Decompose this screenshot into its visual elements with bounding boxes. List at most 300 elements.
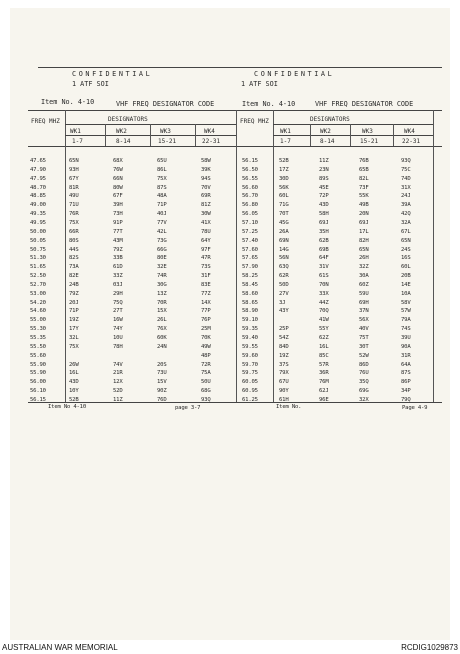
right-designator-cell: 82H bbox=[359, 237, 369, 244]
right-designator-cell: 62Z bbox=[319, 335, 329, 341]
left-designator-cell: 68G bbox=[201, 388, 211, 395]
right-designator-cell: 16S bbox=[401, 255, 411, 262]
right-week-rule bbox=[273, 135, 433, 136]
right-designator-cell: 85C bbox=[319, 352, 329, 359]
right-designator-cell: 67L bbox=[401, 228, 411, 235]
center-divider bbox=[236, 110, 237, 402]
right-freq-cell: 59.40 bbox=[242, 335, 258, 341]
left-freq-cell: 52.50 bbox=[30, 273, 46, 280]
left-designator-cell: 97F bbox=[201, 246, 211, 253]
right-wk-divider-3 bbox=[393, 124, 394, 146]
left-designator-cell: 11Z bbox=[113, 396, 123, 403]
right-designator-cell: 31V bbox=[319, 264, 329, 271]
right-designator-cell: 75T bbox=[359, 335, 369, 341]
left-freq-cell: 55.60 bbox=[30, 352, 46, 359]
right-designator-cell: 40V bbox=[359, 326, 369, 333]
right-designator-cell: 10A bbox=[401, 290, 411, 297]
left-designator-cell: 79Z bbox=[113, 246, 123, 253]
right-freq-cell: 56.15 bbox=[242, 158, 258, 164]
left-designator-cell: 83E bbox=[201, 281, 211, 288]
left-freq-cell: 52.70 bbox=[30, 281, 46, 288]
right-designator-cell: 62R bbox=[279, 273, 289, 280]
left-designator-cell: 77Z bbox=[201, 290, 211, 297]
right-designator-cell: 75C bbox=[401, 166, 411, 173]
left-wk1: WK1 bbox=[70, 128, 81, 135]
right-code-title: VHF FREQ DESIGNATOR CODE bbox=[315, 100, 414, 108]
left-days-1: 1-7 bbox=[72, 138, 83, 145]
right-designator-cell: 11Z bbox=[319, 158, 329, 164]
left-designator-cell: 24B bbox=[69, 281, 79, 288]
left-freq-cell: 56.00 bbox=[30, 379, 46, 386]
left-bottom-page: page 3-7 bbox=[175, 405, 201, 411]
left-designator-cell: 49U bbox=[69, 193, 79, 200]
left-designator-cell: 42L bbox=[157, 228, 167, 235]
right-designator-cell: 60L bbox=[279, 193, 289, 200]
left-designator-cell: 78H bbox=[113, 343, 123, 350]
left-designator-cell: 78U bbox=[201, 228, 211, 235]
left-designator-cell: 93Q bbox=[201, 396, 211, 403]
left-designator-cell: 76P bbox=[201, 317, 211, 324]
right-designator-cell: 69G bbox=[359, 388, 369, 395]
left-freq-header: FREQ MHZ bbox=[31, 118, 60, 125]
left-freq-cell: 56.15 bbox=[30, 396, 46, 403]
left-designator-cell: 19Z bbox=[69, 317, 79, 324]
left-freq-cell: 55.00 bbox=[30, 317, 46, 324]
right-designator-cell: 17L bbox=[359, 228, 369, 235]
right-freq-header: FREQ MHZ bbox=[240, 118, 269, 125]
left-designator-cell: 70V bbox=[201, 184, 211, 191]
left-designator-cell: 77V bbox=[157, 219, 167, 226]
right-designator-cell: 45E bbox=[319, 184, 329, 191]
left-designator-cell: 82S bbox=[69, 255, 79, 262]
right-designator-rule bbox=[273, 124, 433, 125]
right-designator-cell: 37S bbox=[279, 361, 289, 368]
left-designator-cell: 16L bbox=[69, 370, 79, 377]
right-designator-cell: 93Q bbox=[401, 158, 411, 164]
left-designator-cell: 32E bbox=[157, 264, 167, 271]
right-designator-cell: 62J bbox=[319, 388, 329, 395]
left-designator-cell: 87S bbox=[157, 184, 167, 191]
right-designator-cell: 60L bbox=[401, 264, 411, 271]
right-designator-cell: 30T bbox=[359, 343, 369, 350]
left-freq-cell: 54.20 bbox=[30, 299, 46, 306]
left-designator-cell: 75Q bbox=[113, 299, 123, 306]
left-designator-cell: 82E bbox=[69, 273, 79, 280]
left-freq-cell: 50.00 bbox=[30, 228, 46, 235]
left-designator-cell: 43D bbox=[69, 379, 79, 386]
left-designators-header: DESIGNATORS bbox=[108, 116, 148, 123]
left-designator-cell: 43M bbox=[113, 237, 123, 244]
right-freq-cell: 58.60 bbox=[242, 290, 258, 297]
left-freq-cell: 53.00 bbox=[30, 290, 46, 297]
left-designator-cell: 75X bbox=[157, 175, 167, 182]
left-designator-cell: 70K bbox=[201, 335, 211, 341]
right-designator-cell: 16L bbox=[319, 343, 329, 350]
right-designator-cell: 63Q bbox=[279, 264, 289, 271]
right-designator-cell: 69H bbox=[359, 299, 369, 306]
right-days-4: 22-31 bbox=[402, 138, 421, 145]
document-page bbox=[10, 8, 450, 640]
left-classification: CONFIDENTIAL bbox=[72, 70, 153, 78]
left-bottom-item: Item No 4-10 bbox=[48, 404, 87, 410]
table-bottom-rule bbox=[28, 402, 442, 403]
right-designator-cell: 50D bbox=[279, 281, 289, 288]
right-designator-cell: 56N bbox=[279, 255, 289, 262]
left-freq-cell: 55.50 bbox=[30, 343, 46, 350]
right-designator-cell: 90A bbox=[401, 343, 411, 350]
right-wk-divider-1 bbox=[310, 124, 311, 146]
left-freq-cell: 48.85 bbox=[30, 193, 46, 200]
right-designator-cell: 65B bbox=[359, 166, 369, 173]
right-designator-cell: 34P bbox=[401, 388, 411, 395]
left-designator-cell: 17Y bbox=[69, 326, 79, 333]
right-designator-cell: 14G bbox=[279, 246, 289, 253]
right-designator-cell: 74S bbox=[401, 326, 411, 333]
right-designator-cell: 79X bbox=[279, 370, 289, 377]
right-wk2: WK2 bbox=[320, 128, 331, 135]
left-designator-cell: 66R bbox=[69, 228, 79, 235]
left-designator-cell: 75X bbox=[69, 343, 79, 350]
left-freq-cell: 49.00 bbox=[30, 202, 46, 209]
right-designator-cell: 37N bbox=[359, 308, 369, 315]
right-days-3: 15-21 bbox=[360, 138, 379, 145]
left-designator-cell: 80S bbox=[69, 237, 79, 244]
left-freq-cell: 54.60 bbox=[30, 308, 46, 315]
right-freq-cell: 56.55 bbox=[242, 175, 258, 182]
right-freq-cell: 58.65 bbox=[242, 299, 258, 306]
left-freq-cell: 48.70 bbox=[30, 184, 46, 191]
left-designator-cell: 39K bbox=[201, 166, 211, 173]
left-freq-cell: 47.95 bbox=[30, 175, 46, 182]
left-designator-cell: 66G bbox=[157, 246, 167, 253]
right-designator-cell: 70N bbox=[319, 281, 329, 288]
right-designator-cell: 79A bbox=[401, 317, 411, 324]
left-designator-cell: 81R bbox=[69, 184, 79, 191]
left-designator-cell: 20J bbox=[69, 299, 79, 306]
right-freq-cell: 57.60 bbox=[242, 246, 258, 253]
left-designator-cell: 16W bbox=[113, 317, 123, 324]
left-freq-cell: 49.35 bbox=[30, 211, 46, 218]
left-designator-cell: 74Y bbox=[113, 326, 123, 333]
right-designator-cell: 54Z bbox=[279, 335, 289, 341]
right-freq-cell: 58.25 bbox=[242, 273, 258, 280]
right-designator-cell: 58V bbox=[401, 299, 411, 306]
right-freq-cell: 57.25 bbox=[242, 228, 258, 235]
left-designator-cell: 74R bbox=[157, 273, 167, 280]
right-freq-cell: 59.60 bbox=[242, 352, 258, 359]
right-designator-cell: 70T bbox=[279, 211, 289, 218]
right-bottom-page: Page 4-9 bbox=[402, 405, 428, 411]
left-freq-cell: 51.65 bbox=[30, 264, 46, 271]
left-designator-cell: 71P bbox=[157, 202, 167, 209]
right-designator-cell: 26A bbox=[279, 228, 289, 235]
right-freq-cell: 57.40 bbox=[242, 237, 258, 244]
right-freq-cell: 56.60 bbox=[242, 184, 258, 191]
right-designator-cell: 69N bbox=[279, 237, 289, 244]
right-designator-cell: 55Y bbox=[319, 326, 329, 333]
left-designator-cell: 52D bbox=[113, 388, 123, 395]
right-designator-cell: 86D bbox=[359, 361, 369, 368]
left-designator-cell: 70R bbox=[157, 299, 167, 306]
left-designator-cell: 76X bbox=[157, 326, 167, 333]
right-designator-cell: 64F bbox=[319, 255, 329, 262]
left-freq-cell: 55.90 bbox=[30, 370, 46, 377]
left-designator-cell: 50U bbox=[201, 379, 211, 386]
right-designator-cell: 42Q bbox=[401, 211, 411, 218]
left-designator-cell: 49W bbox=[201, 343, 211, 350]
right-designator-cell: 39U bbox=[401, 335, 411, 341]
right-freq-divider bbox=[273, 110, 274, 402]
right-designator-cell: 67U bbox=[279, 379, 289, 386]
archive-footer bbox=[0, 640, 460, 654]
left-designator-cell: 41X bbox=[201, 219, 211, 226]
left-designator-cell: 66N bbox=[113, 175, 123, 182]
right-freq-cell: 56.70 bbox=[242, 193, 258, 200]
left-designator-cell: 14X bbox=[201, 299, 211, 306]
right-freq-cell: 60.95 bbox=[242, 388, 258, 395]
right-designator-cell: 70Q bbox=[319, 308, 329, 315]
right-designator-cell: 65N bbox=[401, 237, 411, 244]
right-designator-cell: 56X bbox=[359, 317, 369, 324]
left-designator-cell: 80W bbox=[113, 184, 123, 191]
left-designator-cell: 65U bbox=[157, 158, 167, 164]
right-designator-cell: 33X bbox=[319, 290, 329, 297]
left-freq-cell: 50.05 bbox=[30, 237, 46, 244]
left-designator-cell: 39H bbox=[113, 202, 123, 209]
left-designator-cell: 86L bbox=[157, 166, 167, 173]
right-wk1: WK1 bbox=[280, 128, 291, 135]
right-designator-cell: 96E bbox=[319, 396, 329, 403]
left-freq-cell: 55.35 bbox=[30, 335, 46, 341]
right-freq-cell: 60.05 bbox=[242, 379, 258, 386]
right-freq-cell: 59.70 bbox=[242, 361, 258, 368]
right-designator-cell: 61S bbox=[319, 273, 329, 280]
left-designator-cell: 90Z bbox=[157, 388, 167, 395]
right-wk4: WK4 bbox=[404, 128, 415, 135]
right-designator-cell: 60Z bbox=[359, 281, 369, 288]
source-label: AUSTRALIAN WAR MEMORIAL bbox=[2, 643, 118, 652]
left-designator-cell: 30W bbox=[201, 211, 211, 218]
left-freq-cell: 56.10 bbox=[30, 388, 46, 395]
right-designator-cell: 82L bbox=[359, 175, 369, 182]
left-designator-cell: 91P bbox=[113, 219, 123, 226]
right-bottom-item: Item No. bbox=[276, 404, 302, 410]
right-freq-cell: 56.05 bbox=[242, 211, 258, 218]
right-designator-cell: 87S bbox=[401, 370, 411, 377]
right-designator-cell: 43Y bbox=[279, 308, 289, 315]
left-designator-cell: 72R bbox=[201, 361, 211, 368]
right-designators-header: DESIGNATORS bbox=[310, 116, 350, 123]
left-designator-cell: 44S bbox=[69, 246, 79, 253]
left-freq-cell: 47.90 bbox=[30, 166, 46, 173]
left-wk-divider-2 bbox=[150, 124, 151, 146]
left-designator-cell: 64Y bbox=[201, 237, 211, 244]
right-freq-cell: 57.65 bbox=[242, 255, 258, 262]
left-designator-cell: 65N bbox=[69, 158, 79, 164]
right-designator-cell: 72P bbox=[319, 193, 329, 200]
right-wk3: WK3 bbox=[362, 128, 373, 135]
left-freq-cell: 47.65 bbox=[30, 158, 46, 164]
left-designator-cell: 48A bbox=[157, 193, 167, 200]
right-designator-cell: 84D bbox=[279, 343, 289, 350]
right-edge bbox=[433, 110, 434, 402]
left-freq-cell: 55.30 bbox=[30, 326, 46, 333]
right-freq-cell: 58.90 bbox=[242, 308, 258, 315]
right-designator-cell: 3J bbox=[279, 299, 286, 306]
left-designator-cell: 73U bbox=[157, 370, 167, 377]
left-wk3: WK3 bbox=[160, 128, 171, 135]
left-designator-cell: 12X bbox=[113, 379, 123, 386]
right-subtitle: 1 ATF SOI bbox=[241, 80, 278, 88]
left-code-title: VHF FREQ DESIGNATOR CODE bbox=[116, 100, 215, 108]
left-designator-cell: 31F bbox=[201, 273, 211, 280]
right-designator-cell: 20B bbox=[401, 273, 411, 280]
left-designator-cell: 25M bbox=[201, 326, 211, 333]
right-designator-cell: 52W bbox=[359, 352, 369, 359]
left-designator-cell: 81Z bbox=[201, 202, 211, 209]
right-designator-cell: 45G bbox=[279, 219, 289, 226]
right-designator-cell: 52B bbox=[279, 158, 289, 164]
right-freq-cell: 58.45 bbox=[242, 281, 258, 288]
left-designator-cell: 10U bbox=[113, 335, 123, 341]
right-freq-cell: 59.10 bbox=[242, 317, 258, 324]
right-freq-cell: 57.90 bbox=[242, 264, 258, 271]
right-designator-cell: 43D bbox=[319, 202, 329, 209]
left-designator-cell: 60K bbox=[157, 335, 167, 341]
left-designator-cell: 30G bbox=[157, 281, 167, 288]
left-wk-divider-1 bbox=[105, 124, 106, 146]
left-designator-cell: 20S bbox=[157, 361, 167, 368]
left-freq-cell: 55.90 bbox=[30, 361, 46, 368]
right-classification: CONFIDENTIAL bbox=[254, 70, 335, 78]
left-item-number: Item No. 4-10 bbox=[41, 98, 95, 106]
left-days-4: 22-31 bbox=[202, 138, 221, 145]
right-designator-cell: 58H bbox=[319, 211, 329, 218]
right-days-1: 1-7 bbox=[280, 138, 291, 145]
left-designator-cell: 76R bbox=[69, 211, 79, 218]
left-designator-cell: 26W bbox=[69, 361, 79, 368]
left-designator-cell: 24N bbox=[157, 343, 167, 350]
right-designator-cell: 35Q bbox=[359, 379, 369, 386]
right-designator-cell: 76B bbox=[359, 158, 369, 164]
right-designator-cell: 17Z bbox=[279, 166, 289, 173]
right-designator-cell: 71G bbox=[279, 202, 289, 209]
right-freq-cell: 56.80 bbox=[242, 202, 258, 209]
table-top-rule bbox=[28, 110, 442, 111]
right-designator-cell: 41W bbox=[319, 317, 329, 324]
right-designator-cell: 90Y bbox=[279, 388, 289, 395]
right-designator-cell: 61H bbox=[279, 396, 289, 403]
left-subtitle: 1 ATF SOI bbox=[72, 80, 109, 88]
right-designator-cell: 57W bbox=[401, 308, 411, 315]
left-wk4: WK4 bbox=[204, 128, 215, 135]
right-designator-cell: 79Q bbox=[401, 396, 411, 403]
left-designator-cell: 93H bbox=[69, 166, 79, 173]
right-designator-cell: 32A bbox=[401, 219, 411, 226]
left-designator-cell: 67F bbox=[113, 193, 123, 200]
right-designator-cell: 31R bbox=[401, 352, 411, 359]
right-designator-cell: 69J bbox=[359, 219, 369, 226]
right-freq-cell: 56.50 bbox=[242, 166, 258, 173]
right-designator-cell: 44Z bbox=[319, 299, 329, 306]
left-designator-cell: 47R bbox=[201, 255, 211, 262]
right-designator-cell: 76U bbox=[359, 370, 369, 377]
left-designator-cell: 80E bbox=[157, 255, 167, 262]
left-designator-cell: 76W bbox=[113, 166, 123, 173]
left-freq-cell: 49.95 bbox=[30, 219, 46, 226]
left-freq-cell: 50.75 bbox=[30, 246, 46, 253]
left-designator-cell: 27T bbox=[113, 308, 123, 315]
right-designator-cell: 31X bbox=[401, 184, 411, 191]
left-designator-cell: 33B bbox=[113, 255, 123, 262]
left-designator-cell: 26L bbox=[157, 317, 167, 324]
left-designator-cell: 68X bbox=[113, 158, 123, 164]
right-designator-cell: 74D bbox=[401, 175, 411, 182]
left-designator-cell: 73G bbox=[157, 237, 167, 244]
right-designator-cell: 73F bbox=[359, 184, 369, 191]
left-designator-cell: 79Z bbox=[69, 290, 79, 297]
right-designator-cell: 59U bbox=[359, 290, 369, 297]
right-freq-cell: 59.55 bbox=[242, 343, 258, 350]
left-designator-cell: 71U bbox=[69, 202, 79, 209]
left-designator-cell: 75A bbox=[201, 370, 211, 377]
right-designator-cell: 56K bbox=[279, 184, 289, 191]
left-wk-divider-3 bbox=[195, 124, 196, 146]
right-days-2: 8-14 bbox=[320, 138, 335, 145]
right-designator-cell: 25P bbox=[279, 326, 289, 333]
right-designator-cell: 69J bbox=[319, 219, 329, 226]
left-designator-cell: 29H bbox=[113, 290, 123, 297]
left-designator-cell: 21R bbox=[113, 370, 123, 377]
right-designator-cell: 30A bbox=[359, 273, 369, 280]
right-designator-cell: 20N bbox=[359, 211, 369, 218]
left-designator-cell: 32L bbox=[69, 335, 79, 341]
left-designator-cell: 52B bbox=[69, 396, 79, 403]
left-designator-cell: 73A bbox=[69, 264, 79, 271]
right-designator-cell: 24J bbox=[401, 193, 411, 200]
right-designator-cell: 36R bbox=[319, 370, 329, 377]
right-designator-cell: 64A bbox=[401, 361, 411, 368]
left-designator-cell: 61D bbox=[113, 264, 123, 271]
left-designator-cell: 58W bbox=[201, 158, 211, 164]
right-designator-cell: 65N bbox=[359, 246, 369, 253]
right-designator-cell: 35H bbox=[319, 228, 329, 235]
left-designator-cell: 10Y bbox=[69, 388, 79, 395]
table-head-rule bbox=[28, 146, 442, 147]
right-wk-divider-2 bbox=[350, 124, 351, 146]
left-designator-cell: 15X bbox=[157, 308, 167, 315]
left-designator-cell: 15V bbox=[157, 379, 167, 386]
right-item-number: Item No. 4-10 bbox=[242, 100, 296, 108]
left-days-2: 8-14 bbox=[116, 138, 131, 145]
left-designator-cell: 77P bbox=[201, 308, 211, 315]
right-designator-cell: 86P bbox=[401, 379, 411, 386]
right-freq-cell: 59.35 bbox=[242, 326, 258, 333]
right-designator-cell: 14E bbox=[401, 281, 411, 288]
left-designator-cell: 40J bbox=[157, 211, 167, 218]
right-designator-cell: 24S bbox=[401, 246, 411, 253]
right-designator-cell: 19Z bbox=[279, 352, 289, 359]
record-id: RCDIG1029873 bbox=[401, 643, 458, 652]
left-designator-cell: 74V bbox=[113, 361, 123, 368]
right-designator-cell: 69B bbox=[319, 246, 329, 253]
left-days-3: 15-21 bbox=[158, 138, 177, 145]
left-designator-cell: 03J bbox=[113, 281, 123, 288]
right-designator-cell: 62B bbox=[319, 237, 329, 244]
right-designator-cell: 23N bbox=[319, 166, 329, 173]
left-designator-cell: 67Y bbox=[69, 175, 79, 182]
right-designator-cell: 26H bbox=[359, 255, 369, 262]
